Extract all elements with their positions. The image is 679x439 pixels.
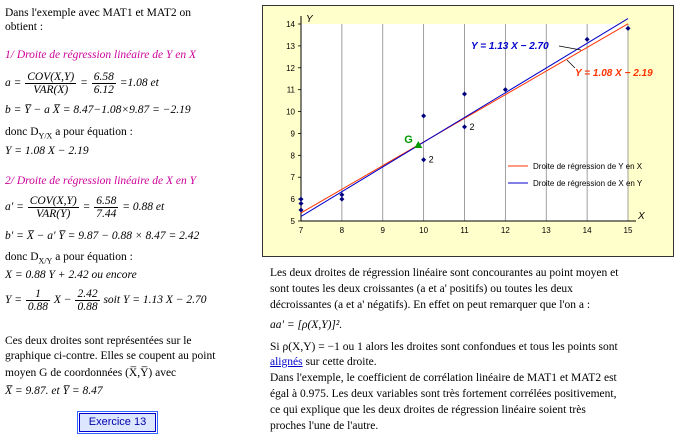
s2-eq2-fraction-2: [75, 288, 99, 313]
right-line-3: décroissantes (a et a' négatifs). En effet on peut remarquer que l'on a :: [270, 299, 591, 311]
s2-eq2-f2-num: 2.42: [77, 287, 98, 300]
s2-donc-sub: X/Y: [38, 256, 53, 266]
s1-a-den2: 6.12: [93, 83, 114, 96]
right-line-10: proches l'une de l'autre.: [270, 420, 379, 432]
data-point-label-8: 2: [469, 121, 475, 132]
s2-eq2-f1-num: 1: [26, 288, 50, 301]
s1-donc-sub: Y/X: [38, 131, 53, 141]
aligned-link[interactable]: alignés: [270, 356, 303, 368]
data-point-label-6: 2: [428, 154, 434, 165]
s2-donc-pre: donc D: [5, 251, 39, 263]
s2-a-formula: [5, 192, 164, 222]
s1-a-res: =1.08 et: [119, 77, 159, 89]
s1-a-eq: =: [80, 77, 88, 89]
s1-a-lhs: a =: [5, 77, 22, 89]
right-line-8: égal à 0.975. Les deux variables sont très fortement corrélées positivement,: [270, 388, 617, 400]
y-tick-label-5: 5: [290, 217, 295, 226]
s1-a-formula: [5, 68, 159, 98]
s2-a-den2: 7.44: [96, 207, 117, 220]
right-line-6: [270, 354, 675, 370]
y-tick-label-11: 11: [286, 85, 295, 95]
s2-a-lhs: a' =: [5, 201, 24, 213]
x-tick-label-11: 11: [460, 226, 469, 235]
x-tick-label-10: 10: [419, 226, 429, 235]
s2-equation-1: X = 0.88 Y + 2.42 ou encore: [5, 269, 137, 281]
s1-donc: [5, 125, 133, 143]
right-line-7: Dans l'exemple, le coefficient de corrélation linéaire de MAT1 et MAT2 est: [270, 372, 617, 384]
s2-donc-post: a pour équation :: [52, 251, 133, 263]
y-tick-label-8: 8: [290, 151, 295, 161]
x-tick-label-7: 7: [298, 226, 304, 235]
x-tick-label-12: 12: [500, 226, 510, 235]
legend-label-1: Droite de régression de Y en X: [533, 162, 643, 171]
x-tick-label-8: 8: [339, 226, 345, 235]
right-line-2: sont toutes les deux croissantes (a et a' positifs) ou toutes les deux: [270, 283, 573, 295]
regression-chart: [263, 6, 673, 256]
s2-a-num2: 6.58: [96, 194, 117, 207]
s1-b-formula: b = Y̅ − a X̅ = 8.47−1.08×9.87 = −2.19: [5, 104, 191, 116]
x-tick-label-9: 9: [380, 226, 385, 235]
s2-b-formula: b' = X̅ − a' Y̅ = 9.87 − 0.88 × 8.47 = 2.42: [5, 230, 200, 242]
s2-a-num: COV(X,Y): [29, 194, 77, 207]
s2-donc: [5, 250, 133, 268]
annotation-red: Y = 1.08 X − 2.19: [575, 68, 653, 79]
s2-eq2-post: soit Y = 1.13 X − 2.70: [103, 294, 207, 306]
right-line-9: ce qui explique que les deux droites de régression linéaire soient très: [270, 404, 586, 416]
conclusion-line-4: X̅ = 9.87. et Y̅ = 8.47: [5, 385, 103, 397]
annotation-blue: Y = 1.13 X − 2.70: [471, 41, 549, 52]
conclusion-line-1: Ces deux droites sont représentées sur le: [5, 335, 192, 347]
mean-point-label: G: [404, 134, 413, 147]
x-tick-label-15: 15: [623, 226, 633, 235]
section1-title: 1/ Droite de régression linéaire de Y en X: [5, 49, 196, 61]
s1-a-fraction-2: [92, 71, 116, 96]
intro-line-2: obtient :: [5, 21, 44, 33]
y-tick-label-10: 10: [286, 107, 295, 117]
s2-eq2-mid: X −: [53, 294, 72, 306]
x-tick-label-14: 14: [582, 226, 592, 235]
x-axis-label: X: [638, 211, 645, 222]
s1-donc-pre: donc D: [5, 126, 39, 138]
s2-a-fraction: [28, 195, 79, 220]
y-tick-label-6: 6: [290, 195, 295, 205]
right-line-1: Les deux droites de régression linéaire sont concourantes au point moyen et: [270, 267, 619, 279]
s1-equation: Y = 1.08 X − 2.19: [5, 145, 89, 157]
s2-equation-2: [5, 285, 207, 315]
s1-a-num2: 6.58: [93, 70, 114, 83]
s2-a-fraction-2: [94, 195, 118, 220]
y-tick-label-14: 14: [286, 20, 295, 29]
s1-a-den: VAR(X): [33, 83, 69, 96]
s1-donc-post: a pour équation :: [52, 126, 133, 138]
s2-a-den: VAR(Y): [36, 207, 71, 220]
intro-line-1: Dans l'exemple avec MAT1 et MAT2 on: [5, 7, 192, 19]
chart-frame: [262, 5, 674, 257]
y-tick-label-13: 13: [286, 41, 295, 51]
s2-a-eq: =: [82, 201, 91, 213]
s2-eq2-fraction-1: [26, 288, 50, 313]
conclusion-line-2: graphique ci-contre. Elles se coupent au point: [5, 350, 216, 362]
y-tick-label-9: 9: [290, 129, 295, 139]
s2-eq2-f2-den: 0.88: [77, 300, 98, 313]
conclusion-line-3: moyen G de coordonnées (X̅,Y̅) avec: [5, 367, 177, 379]
s1-a-fraction: [25, 71, 76, 96]
y-tick-label-7: 7: [290, 173, 295, 183]
s2-a-res: = 0.88 et: [122, 201, 165, 213]
exercice-button[interactable]: Exercice 13: [79, 413, 156, 432]
s2-eq2-f1-den: 0.88: [27, 300, 49, 313]
s1-a-num: COV(X,Y): [27, 70, 75, 83]
y-axis-label: Y: [306, 14, 313, 25]
s2-eq2-lhs: Y =: [5, 294, 23, 306]
section2-title: 2/ Droite de régression linéaire de X en Y: [5, 175, 196, 187]
right-line-4: aa' = [ρ(X,Y)]².: [270, 319, 343, 331]
y-tick-label-12: 12: [286, 63, 295, 73]
legend-label-2: Droite de régression de X en Y: [533, 179, 643, 188]
right-line-5: Si ρ(X,Y) = −1 ou 1 alors les droites sont confondues et tous les points sont: [270, 341, 618, 353]
right-line-6-rest: sur cette droite.: [302, 356, 377, 368]
x-tick-label-13: 13: [541, 226, 551, 235]
